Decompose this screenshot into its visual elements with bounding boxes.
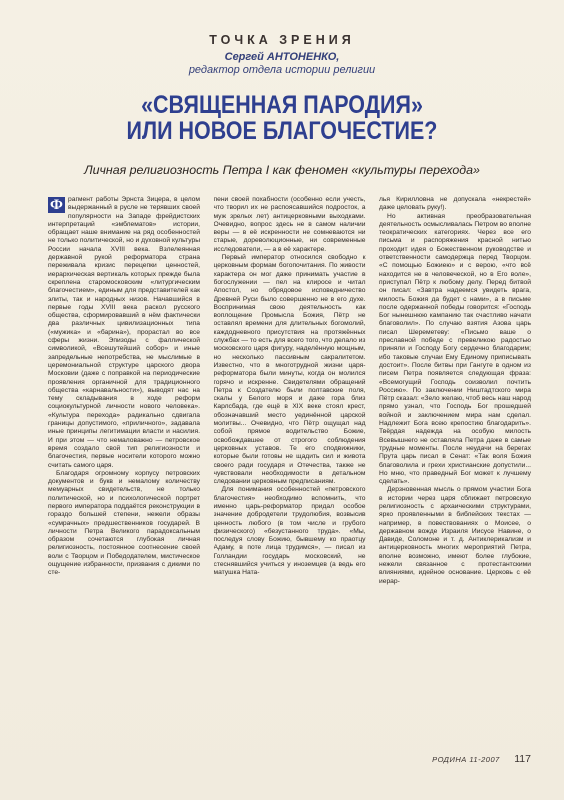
author-name: Сергей АНТОНЕНКО, [224,51,340,63]
paragraph: Благодаря огромному корпусу петровских документов и букв и немалому количеству мемуарных свидетельств, не только политической, но и психологической портрет первого императора поддаётся реконструкции в гораздо большей степени, нежели образы «сумрачных» предшественников государей. В личности Петра Великого парадоксальным образом сочетаются глубокая личная религиозность, постоянное соотнесение своей воли с Творцом и Победодателем, мистическое ощущение избранности, призвания с дикими по сте- [48,469,200,577]
article-subtitle: Личная религиозность Петра I как феномен «культуры перехода» [84,163,480,177]
page-footer [0,749,531,767]
paragraph [48,196,200,470]
article-title [39,92,524,144]
paragraph: Первый император относился свободно к церковным формам богопочитания. По живости характера он мог даже принимать участие в богослужении — пел на клиросе и читал Апостол, но обрядовое исповедничество Древней Руси было совершенно не в его духе. Воспринимая свою деятельность как воплощение Промысла Божия, Пётр не оставлял времени для длительных богомолий, каждодневного присутствия на протяжённых службах — то есть для всего того, что делало из московского царя фигуру, наделённую мощным, но несколько пассивным сакралитетом. Известно, что в многотрудной жизни царя-реформатора были минуты, когда он молился горячо и искренне. Свидетелями обращений Петра к Создателю были полтавские поля, скалы у Белого моря и даже гора близ Карлсбада, где ещё в XIX веке стоял крест, обозначавший место уединённой царской молитвы... Очевидно, что Пётр ощущал над собой прямое водительство Божие, освобождавшее от строгого соблюдения церковных уставов. Те его сподвижники, которые были готовы не щадить сил и живота своего ради государя и Отечества, также не чувствовали необходимости в детальном следовании церковным предписаниям. [213,254,366,486]
column-2 [214,196,366,736]
column-3 [379,196,531,736]
title-line-1: «СВЯЩЕННАЯ ПАРОДИЯ» [141,91,423,119]
author-block [0,51,564,77]
dropcap: Ф [48,197,65,213]
column-1 [48,196,200,736]
paragraph: Но активная преобразовательная деятельность осмысливалась Петром во вполне теократических категориях. Через все его письма и распоряжения красной нитью проходит идея о Божественном руководстве и ответственности самодержца перед Творцом. «С помощью Божиею» и с верою, «что всё находится не в человеческой, но в Его воле», приступал Пётр к любому делу. Перед битвой он писал: «Завтра надеемся увидеть врага, милость Божия да будет с нами», а в письме после одержанной победы говорится: «Господь Бог нынешнюю кампанию так счастливо начати благоволил». По случаю взятия Азова царь писал Шереметеву: «Письмо ваше о преславной победе с превеликою радостью приняли и Господу Богу сердечно благодарим; ибо таковые случаи Ему Единому приписывать достоит». После битвы при Гангуте в одном из писем Петра появляется следующая фраза: «Всемогущий Господь соизволил почтить Россию». По заключении Ништадтского мира Пётр сказал: «Зело желаю, чтоб весь наш народ прямо узнал, что Господь Бог прошедшей войной и заключением мира нам сделал. Надлежит Бога всею крепостию благодарить». Твёрдая надежда на особую милость Всевышнего не оставляла Петра даже в самые трудные моменты. После неудачи на берегах Прута царь писал в Сенат: «Так воля Божия благоволила и грехи христианские допустили... Но мню, что праведный Бог может к лучшему сделать». [379,212,531,486]
rubric-header: ТОЧКА ЗРЕНИЯ [209,33,355,47]
paragraph: лья Кирилловна не допускала «некрестей» даже целовать руку!). [379,196,531,212]
paragraph: Дерзновенная мысль о прямом участии Бога в истории через царя сближает петровскую религиозность с архаическими структурами, ярко проявленными в библейских текстах — например, в повествованиях о Моисее, о державном вождe Израиля Иисусе Навине, о Давиде, Соломоне и т. д. Антиклерикализм и антицерковность многих мероприятий Петра, вполне возможно, имеют более глубокие, нежели связанное с протестантскими влияниями, идейное основание. Церковь с её иерар- [379,486,531,585]
title-line-2: ИЛИ НОВОЕ БЛАГОЧЕСТИЕ? [126,117,438,145]
article-body [48,196,531,736]
paragraph: пени своей похабности (особенно если учесть, что творил их не распоясавшийся подросток, а муж зрелых лет) антицерковными выходками. Очевидно, вопрос здесь не в самом наличии веры — в её искренности не сомневаются ни старые, дореволюционные, ни современные исследователи, — а в её характере. [213,196,366,253]
page-number: 117 [514,753,531,765]
paragraph-text: рагмент работы Эрнста Зицера, в целом выдержанный в русле не терявших своей популярности на Западе фрейдистских интерпретаций «эмблематов» истории, обращает наше внимание на ряд особенностей не только политической, но и духовной культуры России начала XVIII века. Взлелеянная державной рукой реформатора страна переживала кризис перецепки ценностей, иерархическая вертикаль которых прежде была скреплена старомосковским «литургическим благочестием», единым для представителей как элиты, так и народных низов. Начавшийся в первые годы XVIII века раскол русского общества, сформировавший в нём фактически два различных цивилизационных типа («мужика» и «барина»), прорастал во все сферы жизни. Эпизоды с фаллической символикой, «Всешутейший собор» и иные запредельные непотребства, не мыслимые в церемониальной структуре царского двора Московии (даже с поправкой на периодические проявления органичной для традиционного общества «карнавальности»), выводят нас на тему складывания в ходе реформ социокультурной личности нового человека». «Культура перехода» радикально сдвигала границы допустимого, «приличного», задавала иные принципы легитимации власти и насилия. И при этом — что немаловажно — петровское время создало свой тип религиозности и благочестия, первые носители которого можно считать самого царя. [48,196,200,469]
magazine-issue: РОДИНА 11-2007 [432,755,500,764]
author-position: редактор отдела истории религии [188,64,376,76]
paragraph: Для понимания особенностей «петровского благочестия» необходимо вспомнить, что именно царь-реформатор придал особое значение добродетели трудолюбия, возвысив ценность любого (в том числе и грубого физического) «безустанного труда». «Мы, последуя слову Божию, бывшему ко праотцу Адаму, в поте лица трудимся», — писал из Голландии государь московский, не стеснявшийся учиться у иноземцев (а ведь его матушка Ната- [213,486,366,577]
